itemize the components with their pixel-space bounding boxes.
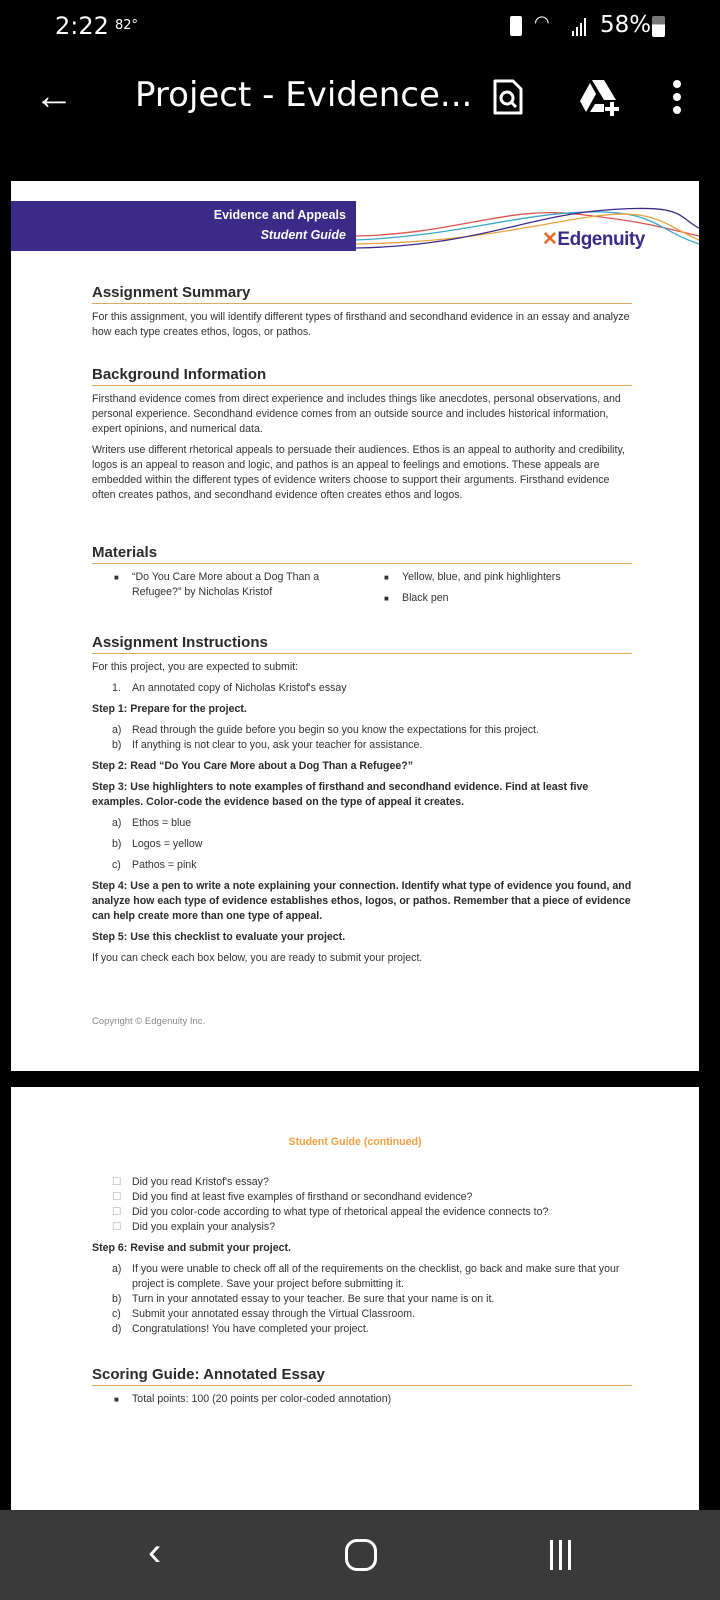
battery-saver-icon	[510, 16, 522, 36]
background-section	[92, 367, 632, 509]
pdf-page-2	[11, 1087, 699, 1510]
find-in-document-icon[interactable]	[492, 78, 524, 116]
add-to-drive-icon[interactable]	[578, 78, 622, 116]
wifi-icon: ◠	[534, 12, 550, 33]
list-item: 1. An annotated copy of Nicholas Kristof's essay	[112, 682, 347, 694]
list-item: ■ Yellow, blue, and pink highlighters	[384, 571, 561, 583]
nav-back-button[interactable]: ‹	[148, 1530, 162, 1574]
list-item: a) If you were unable to check off all of the requirements on the checklist, go back and make sure that your project is complete. Save your project before submitting it.	[112, 1263, 620, 1290]
copyright: Copyright © Edgenuity Inc.	[92, 1016, 206, 1027]
list-item: ■ Black pen	[384, 592, 449, 604]
instructions-section	[92, 635, 632, 966]
list-item: ■ Total points: 100 (20 points per color-coded annotation)	[114, 1393, 392, 1405]
checklist-item[interactable]: ☐ Did you explain your analysis?	[112, 1221, 276, 1233]
nav-home-button[interactable]	[345, 1539, 377, 1571]
intro-text: For this project, you are expected to submit:	[92, 661, 299, 673]
system-nav-bar	[0, 1510, 720, 1600]
paragraph: Writers use different rhetorical appeals to persuade their audiences. Ethos is an appeal to authority and credibility, logos is an appeal to reason and logic, and pathos is an appeal to feelings and emotions. These appeals are embedded within the different types of evidence writers choose to support their arguments. Firsthand evidence often creates pathos, and secondhand evidence often creates ethos and logos.	[92, 444, 625, 501]
section-heading: Background Information	[92, 367, 632, 386]
section-heading: Assignment Summary	[92, 285, 632, 304]
status-temperature: 82°	[115, 18, 139, 33]
list-item: a) Ethos = blue	[112, 817, 192, 829]
checklist-item[interactable]: ☐ Did you color-code according to what type of rhetorical appeal the evidence connects to?	[112, 1206, 549, 1218]
list-item: a) Read through the guide before you begin so you know the expectations for this project.	[112, 724, 539, 736]
step-6: Step 6: Revise and submit your project.	[92, 1242, 291, 1254]
checklist-item[interactable]: ☐ Did you read Kristof's essay?	[112, 1176, 269, 1188]
pdf-page-1	[11, 181, 699, 1071]
list-item: b) Logos = yellow	[112, 838, 203, 850]
step-3: Step 3: Use highlighters to note examples of firsthand and secondhand evidence. Find at least five examples. Color-code the evidence based on the type of appeal it creates.	[92, 781, 589, 808]
edgenuity-logo: ✕Edgenuity	[542, 229, 645, 250]
checklist-item[interactable]: ☐ Did you find at least five examples of firsthand or secondhand evidence?	[112, 1191, 473, 1203]
banner-subtitle: Student Guide	[260, 228, 346, 242]
continued-header: Student Guide (continued)	[288, 1136, 422, 1148]
list-item: b) Turn in your annotated essay to your teacher. Be sure that your name is on it.	[112, 1293, 495, 1305]
section-heading: Materials	[92, 545, 632, 564]
step-5-text: If you can check each box below, you are ready to submit your project.	[92, 952, 423, 964]
checklist-section	[92, 1175, 632, 1337]
document-title: Project - Evidence...	[135, 75, 473, 115]
decorative-waves	[356, 206, 699, 251]
more-options-icon[interactable]	[673, 80, 681, 114]
battery-icon	[652, 16, 665, 37]
list-item: c) Pathos = pink	[112, 859, 197, 871]
paragraph: Firsthand evidence comes from direct experience and includes things like anecdotes, personal observations, and personal experience. Secondhand evidence comes from an outside source and includes historical information, expert opinions, and numerical data.	[92, 393, 621, 435]
list-item: d) Congratulations! You have completed your project.	[112, 1323, 369, 1335]
section-heading: Scoring Guide: Annotated Essay	[92, 1367, 632, 1386]
step-2: Step 2: Read “Do You Care More about a Dog Than a Refugee?”	[92, 760, 413, 772]
step-4: Step 4: Use a pen to write a note explaining your connection. Identify what type of evidence you found, and analyze how each type of evidence establishes ethos, logos, or pathos. Remember that a piece of evidence can help create more than one type of appeal.	[92, 880, 632, 922]
assignment-summary-section	[92, 285, 632, 346]
summary-text: For this assignment, you will identify different types of firsthand and secondhand evidence in an essay and analyze how each type creates ethos, logos, or pathos.	[92, 311, 630, 338]
list-item: ■ “Do You Care More about a Dog Than a Refugee?” by Nicholas Kristof	[114, 571, 320, 598]
battery-percent: 58%	[600, 12, 652, 38]
nav-recents-button[interactable]	[550, 1540, 571, 1570]
back-button[interactable]: ←	[34, 74, 74, 118]
signal-icon	[572, 16, 586, 36]
list-item: c) Submit your annotated essay through the Virtual Classroom.	[112, 1308, 416, 1320]
status-time: 2:22	[55, 12, 109, 40]
materials-section	[92, 545, 632, 606]
step-1: Step 1: Prepare for the project.	[92, 703, 247, 715]
step-5: Step 5: Use this checklist to evaluate your project.	[92, 931, 346, 943]
list-item: b) If anything is not clear to you, ask your teacher for assistance.	[112, 739, 423, 751]
banner-title: Evidence and Appeals	[213, 208, 346, 222]
banner	[11, 201, 356, 251]
section-heading: Assignment Instructions	[92, 635, 632, 654]
scoring-section	[92, 1367, 632, 1407]
